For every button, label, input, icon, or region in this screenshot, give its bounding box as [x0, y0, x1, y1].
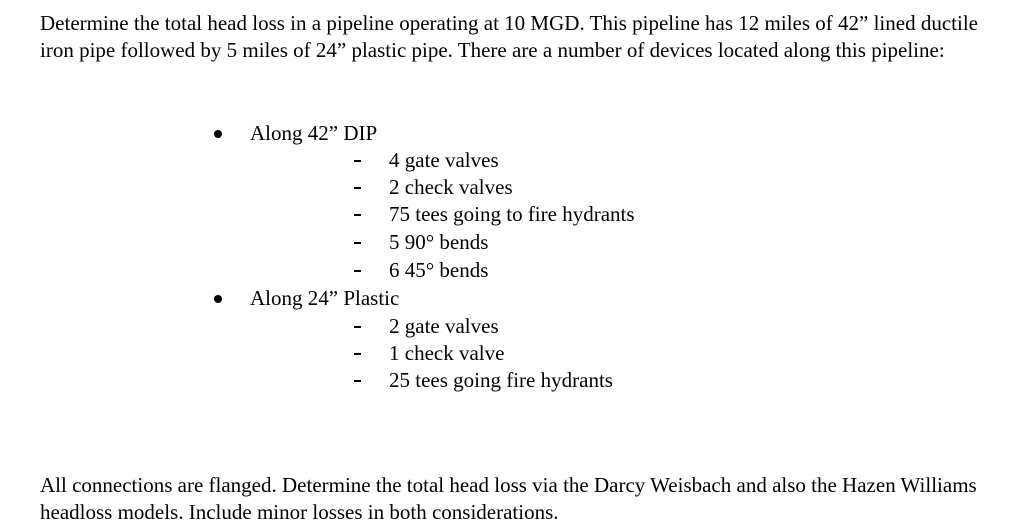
dash-icon	[354, 160, 361, 162]
bullet-icon	[214, 130, 222, 138]
dash-icon	[354, 214, 361, 216]
sub-item-text: 6 45° bends	[389, 258, 489, 282]
problem-statement-outro: All connections are flanged. Determine the total head loss via the Darcy Weisbach and also the Hazen Williams headloss models. Include minor losses in both considerations.	[40, 473, 977, 524]
dash-icon	[354, 326, 361, 328]
dash-icon	[354, 187, 361, 189]
dash-icon	[354, 270, 361, 272]
problem-statement-intro: Determine the total head loss in a pipeline operating at 10 MGD. This pipeline has 12 miles of 42” lined ductile iron pipe followed by 5 miles of 24” plastic pipe. There are a number of devices located along this pipeline:	[40, 11, 978, 62]
bullet-label-dip: Along 42” DIP	[250, 121, 378, 145]
sub-item-text: 5 90° bends	[389, 230, 489, 254]
dash-icon	[354, 242, 361, 244]
sub-item-text: 2 check valves	[389, 175, 513, 199]
sub-item-text: 4 gate valves	[389, 148, 499, 172]
bullet-icon	[214, 295, 222, 303]
dash-icon	[354, 380, 361, 382]
sub-item-text: 25 tees going fire hydrants	[389, 368, 613, 392]
sub-item-text: 75 tees going to fire hydrants	[389, 202, 635, 226]
sub-item-text: 1 check valve	[389, 341, 505, 365]
bullet-label-plastic: Along 24” Plastic	[250, 286, 400, 310]
dash-icon	[354, 353, 361, 355]
sub-item-text: 2 gate valves	[389, 314, 499, 338]
